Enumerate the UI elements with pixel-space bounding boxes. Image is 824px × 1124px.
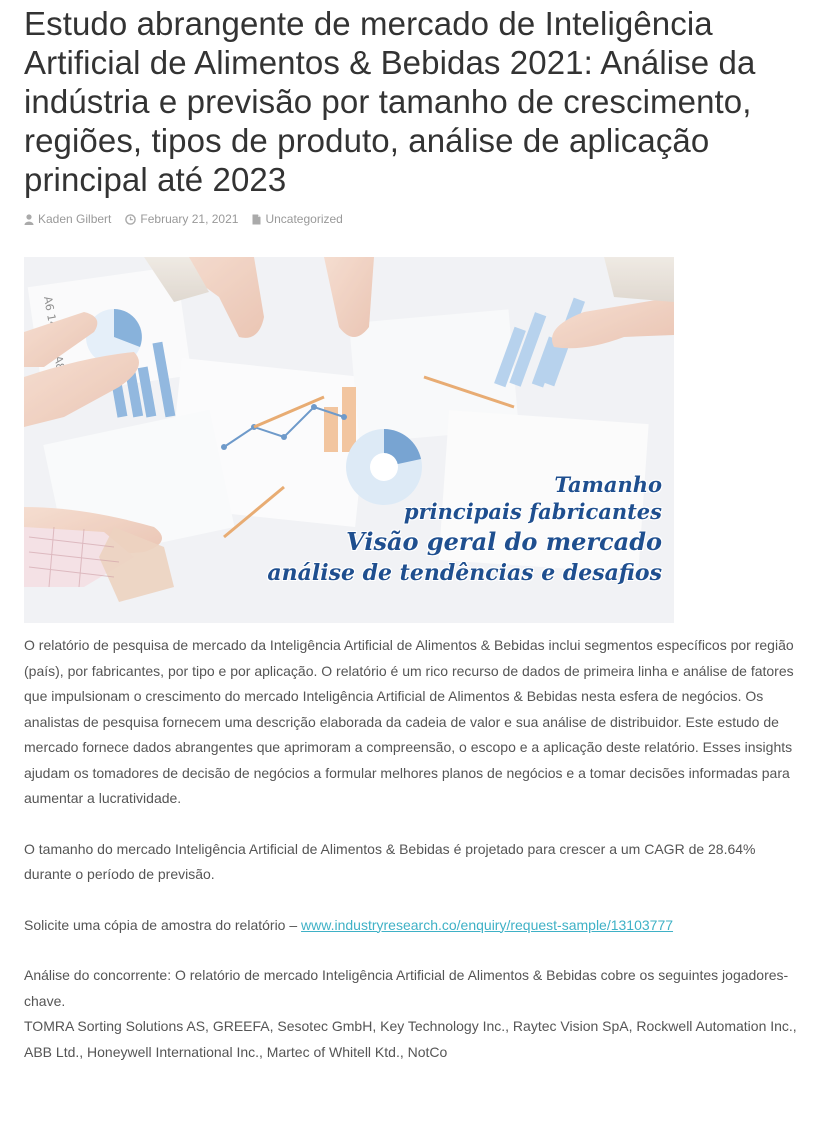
paragraph-competitors — [24, 963, 804, 1065]
caption-line-3: Visão geral do mercado — [346, 527, 662, 556]
post-meta — [24, 211, 804, 227]
sample-request-text: Solicite uma cópia de amostra do relatório – — [24, 916, 302, 933]
clock-icon — [125, 214, 136, 225]
paragraph-intro: O relatório de pesquisa de mercado da Inteligência Artificial de Alimentos & Bebidas inclui segmentos específicos por região (país), por fabricantes, por tipo e por aplicação. O relatório é um rico recurso de dados de primeira linha e análise de fatores que impulsionam o crescimento do mercado Inteligência Artificial de Alimentos & Bebidas nesta esfera de negócios. Os analistas de pesquisa fornecem uma descrição elaborada da cadeia de valor e sua análise de distribuidor. Este estudo de mercado fornece dados abrangentes que aprimoram a compreensão, o escopo e a aplicação deste relatório. Esses insights ajudam os tomadores de decisão de negócios a formular melhores planos de negócios e a tomar decisões informadas para aumentar a lucratividade. — [24, 637, 794, 806]
post-date-text: February 21, 2021 — [140, 212, 239, 226]
competitors-list: TOMRA Sorting Solutions AS, GREEFA, Sesotec GmbH, Key Technology Inc., Raytec Vision SpA, Rockwell Automation Inc., ABB Ltd., Honeywell International Inc., Martec of Whitell Ktd., NotCo — [24, 1018, 797, 1060]
caption-line-1: Tamanho — [554, 472, 662, 497]
post-content — [24, 633, 804, 1065]
sample-request-link[interactable]: www.industryresearch.co/enquiry/request-sample/13103777 — [301, 916, 674, 933]
featured-image — [24, 257, 674, 623]
user-icon — [24, 214, 34, 225]
article — [24, 4, 804, 1065]
file-icon — [252, 214, 261, 225]
post-category[interactable] — [252, 212, 342, 226]
post-title: Estudo abrangente de mercado de Inteligência Artificial de Alimentos & Bebidas 2021: Análise da indústria e previsão por tamanho de crescimento, regiões, tipos de produto, análise de aplicação principal até 2023 — [24, 5, 756, 198]
post-date — [125, 212, 238, 226]
caption-line-2: principais fabricantes — [403, 499, 662, 524]
post-author-link[interactable]: Kaden Gilbert — [38, 212, 112, 226]
caption-line-4: análise de tendências e desafios — [267, 560, 662, 586]
paragraph-cagr: O tamanho do mercado Inteligência Artificial de Alimentos & Bebidas é projetado para crescer a um CAGR de 28.64% durante o período de previsão. — [24, 840, 756, 882]
featured-image-caption — [267, 471, 662, 588]
post-author[interactable] — [24, 212, 111, 226]
post-category-link[interactable]: Uncategorized — [265, 212, 343, 226]
paragraph-sample-request — [24, 913, 804, 939]
competitors-intro: Análise do concorrente: O relatório de mercado Inteligência Artificial de Alimentos & Bebidas cobre os seguintes jogadores-chave. — [24, 967, 789, 1009]
